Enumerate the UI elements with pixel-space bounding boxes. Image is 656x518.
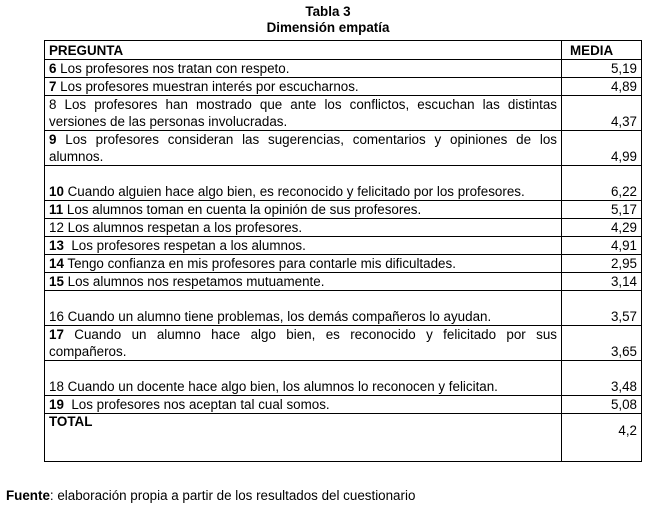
question-cell <box>45 291 562 326</box>
question-text: Cuando alguien hace algo bien, es reconocido y felicitado por los profesores. <box>63 183 525 199</box>
table-row <box>45 219 642 237</box>
total-row <box>45 414 642 462</box>
mean-value: 2,95 <box>562 255 642 273</box>
question-number: 6 <box>49 60 57 76</box>
question-text: Tengo confianza en mis profesores para contarle mis dificultades. <box>63 255 456 271</box>
header-question: PREGUNTA <box>45 41 562 60</box>
question-number: 16 <box>49 308 64 324</box>
table-row <box>45 201 642 219</box>
question-text: Los profesores muestran interés por escucharnos. <box>56 78 359 94</box>
question-cell <box>45 78 562 96</box>
table-row <box>45 255 642 273</box>
mean-value: 4,37 <box>562 96 642 131</box>
table-row <box>45 273 642 291</box>
question-cell <box>45 361 562 396</box>
mean-value: 5,08 <box>562 396 642 414</box>
question-cell <box>45 60 562 78</box>
question-text: Los profesores nos tratan con respeto. <box>56 60 290 76</box>
question-number: 12 <box>49 219 64 235</box>
table-row <box>45 396 642 414</box>
question-text: Los alumnos toman en cuenta la opinión de sus profesores. <box>63 201 422 217</box>
question-number: 15 <box>49 273 64 289</box>
table-subtitle: Dimensión empatía <box>266 20 390 35</box>
question-cell <box>45 219 562 237</box>
source-note <box>6 488 415 504</box>
question-cell <box>45 273 562 291</box>
table-row <box>45 326 642 361</box>
question-text: Los alumnos nos respetamos mutuamente. <box>63 273 325 289</box>
table-row <box>45 78 642 96</box>
mean-value: 4,89 <box>562 78 642 96</box>
mean-value: 3,48 <box>562 361 642 396</box>
source-text: : elaboración propia a partir de los resultados del cuestionario <box>49 488 416 503</box>
table-row <box>45 237 642 255</box>
question-cell <box>45 96 562 131</box>
table-row <box>45 361 642 396</box>
question-cell <box>45 396 562 414</box>
mean-value: 5,17 <box>562 201 642 219</box>
mean-value: 4,99 <box>562 131 642 166</box>
mean-value: 3,57 <box>562 291 642 326</box>
table-header-row <box>45 41 642 60</box>
table-row <box>45 291 642 326</box>
question-number: 10 <box>49 183 64 199</box>
question-number: 13 <box>49 237 64 253</box>
question-text: Los profesores han mostrado que ante los conflictos, escuchan las distintas versiones de las personas involucradas. <box>49 97 561 129</box>
mean-value: 4,29 <box>562 219 642 237</box>
table-body <box>45 60 642 462</box>
table-row <box>45 166 642 201</box>
question-number: 17 <box>49 327 64 342</box>
question-cell <box>45 166 562 201</box>
mean-value: 5,19 <box>562 60 642 78</box>
header-mean: MEDIA <box>562 41 642 60</box>
question-text: Los profesores consideran las sugerencias, comentarios y opiniones de los alumnos. <box>49 132 561 164</box>
mean-value: 6,22 <box>562 166 642 201</box>
question-text: Los profesores nos aceptan tal cual somos. <box>63 396 330 412</box>
question-cell <box>45 237 562 255</box>
total-label: TOTAL <box>45 414 562 462</box>
question-cell <box>45 326 562 361</box>
source-label: Fuente <box>6 488 50 503</box>
table-row <box>45 60 642 78</box>
table-row <box>45 96 642 131</box>
question-text: Los alumnos respetan a los profesores. <box>63 219 303 235</box>
empathy-table <box>44 40 642 462</box>
question-cell <box>45 255 562 273</box>
mean-value: 3,65 <box>562 326 642 361</box>
question-text: Cuando un alumno hace algo bien, es reconocido y felicitado por sus compañeros. <box>49 327 561 359</box>
question-text: Cuando un docente hace algo bien, los alumnos lo reconocen y felicitan. <box>63 378 498 394</box>
table-title: Tabla 3 <box>305 4 351 19</box>
question-number: 9 <box>49 132 57 147</box>
question-cell <box>45 131 562 166</box>
total-value: 4,2 <box>562 414 642 462</box>
question-text: Cuando un alumno tiene problemas, los demás compañeros lo ayudan. <box>63 308 492 324</box>
question-number: 18 <box>49 378 64 394</box>
table-row <box>45 131 642 166</box>
question-number: 7 <box>49 78 57 94</box>
question-number: 14 <box>49 255 64 271</box>
question-text: Los profesores respetan a los alumnos. <box>63 237 306 253</box>
question-cell <box>45 201 562 219</box>
question-number: 11 <box>49 201 64 217</box>
question-number: 8 <box>49 97 57 112</box>
mean-value: 3,14 <box>562 273 642 291</box>
mean-value: 4,91 <box>562 237 642 255</box>
question-number: 19 <box>49 396 64 412</box>
